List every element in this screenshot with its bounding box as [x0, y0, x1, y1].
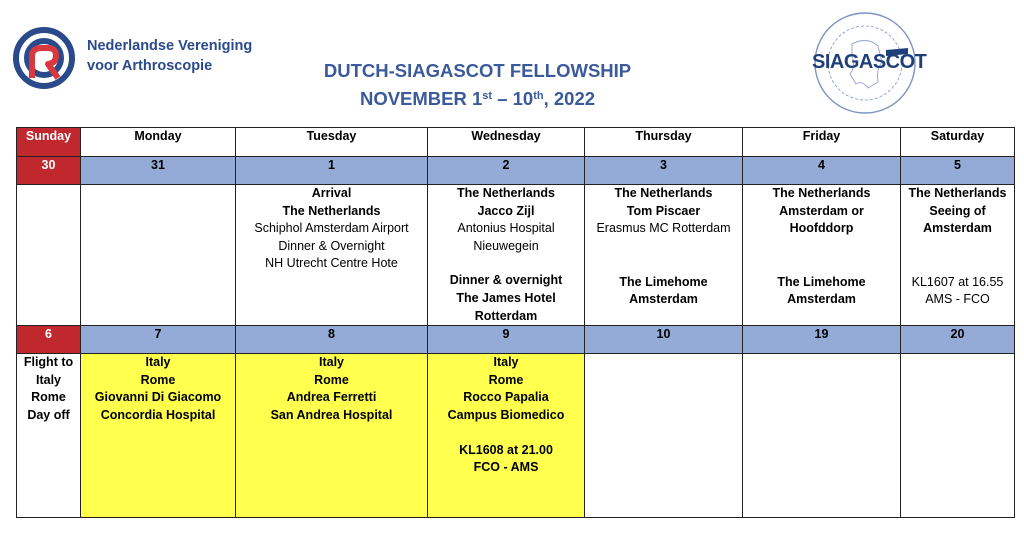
event-cell-saturday-empty: [901, 354, 1015, 518]
event-cell-sunday: Flight to Italy Rome Day off: [17, 354, 81, 518]
date-cell: 10: [585, 326, 743, 354]
event-cell-thursday-empty: [585, 354, 743, 518]
date-cell: 30: [17, 157, 81, 185]
day-header-thursday: Thursday: [585, 128, 743, 157]
day-header-saturday: Saturday: [901, 128, 1015, 157]
date-cell: 1: [236, 157, 428, 185]
date-cell: 3: [585, 157, 743, 185]
title-line2: NOVEMBER 1st – 10th, 2022: [359, 88, 596, 109]
org-name-line1: Nederlandse Vereniging: [87, 38, 253, 54]
org-name: [87, 36, 252, 76]
date-cell: 31: [81, 157, 236, 185]
events-row-week2: [17, 354, 1015, 518]
event-cell-monday-empty: [81, 185, 236, 326]
siagascot-wordmark: SIAGASCOT: [812, 51, 927, 73]
event-cell-friday-empty: [743, 354, 901, 518]
event-cell-wednesday: Italy Rome Rocco Papalia Campus Biomedico KL1608 at 21.00 FCO - AMS: [428, 354, 585, 518]
date-cell: 6: [17, 326, 81, 354]
date-cell: 19: [743, 326, 901, 354]
day-header-monday: Monday: [81, 128, 236, 157]
date-cell: 7: [81, 326, 236, 354]
date-cell: 2: [428, 157, 585, 185]
date-cell: 20: [901, 326, 1015, 354]
event-cell-tuesday: Italy Rome Andrea Ferretti San Andrea Hospital: [236, 354, 428, 518]
event-cell-saturday: The Netherlands Seeing of Amsterdam KL1607 at 16.55 AMS - FCO: [901, 185, 1015, 326]
siagascot-logo: [812, 10, 927, 116]
day-header-friday: Friday: [743, 128, 901, 157]
date-cell: 4: [743, 157, 901, 185]
date-row-week1: [17, 157, 1015, 185]
date-cell: 5: [901, 157, 1015, 185]
nva-emblem-icon: [12, 26, 76, 90]
title-line1: DUTCH-SIAGASCOT FELLOWSHIP: [323, 60, 632, 81]
event-cell-tuesday: Arrival The Netherlands Schiphol Amsterdam Airport Dinner & Overnight NH Utrecht Centre Hote: [236, 185, 428, 326]
day-header-tuesday: Tuesday: [236, 128, 428, 157]
weekday-header-row: [17, 128, 1015, 157]
event-cell-friday: The Netherlands Amsterdam or Hoofddorp The Limehome Amsterdam: [743, 185, 901, 326]
events-row-week1: [17, 185, 1015, 326]
nva-logo: [12, 26, 272, 92]
schedule-table: [16, 127, 1015, 518]
event-cell-monday: Italy Rome Giovanni Di Giacomo Concordia Hospital: [81, 354, 236, 518]
day-header-sunday: Sunday: [17, 128, 81, 157]
day-header-wednesday: Wednesday: [428, 128, 585, 157]
event-cell-sunday-empty: [17, 185, 81, 326]
event-cell-thursday: The Netherlands Tom Piscaer Erasmus MC Rotterdam The Limehome Amsterdam: [585, 185, 743, 326]
org-name-line2: voor Arthroscopie: [87, 58, 213, 74]
date-row-week2: [17, 326, 1015, 354]
date-cell: 8: [236, 326, 428, 354]
event-cell-wednesday: The Netherlands Jacco Zijl Antonius Hospital Nieuwegein Dinner & overnight The James Hotel Rotterdam: [428, 185, 585, 326]
page-title: [290, 57, 665, 113]
date-cell: 9: [428, 326, 585, 354]
